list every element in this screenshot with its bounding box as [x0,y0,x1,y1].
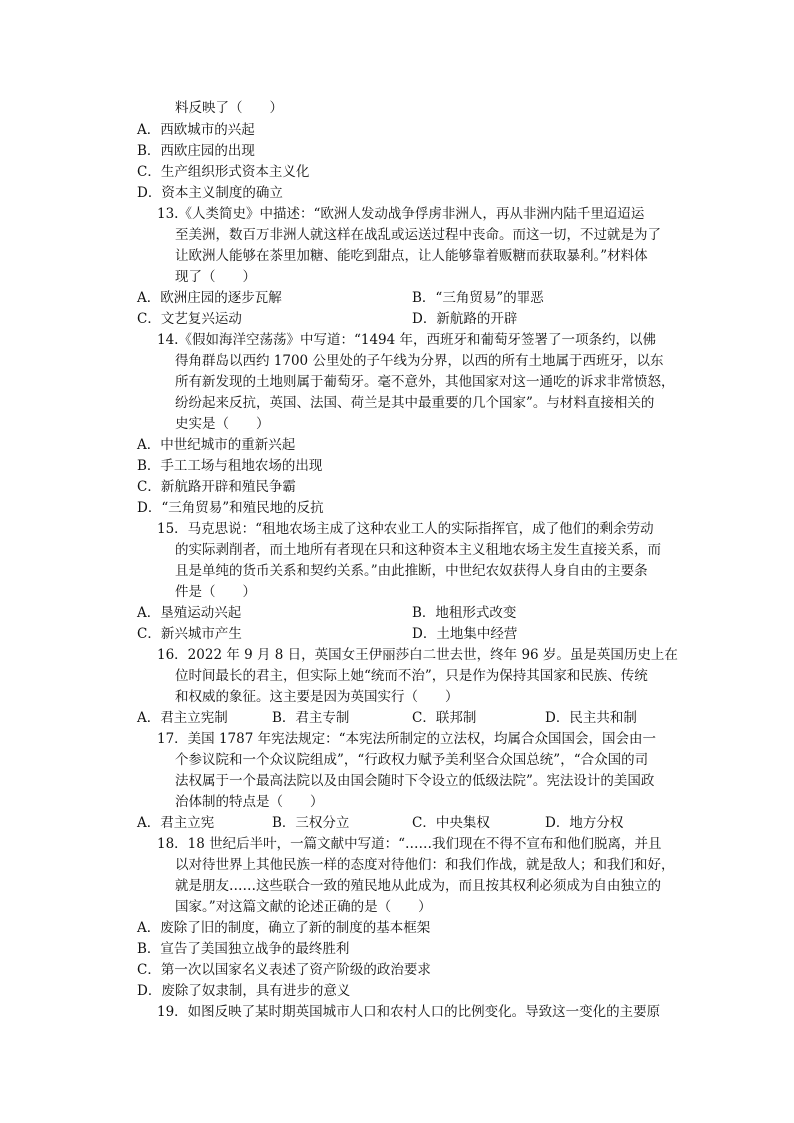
question-line: 19．如图反映了某时期英国城市人口和农村人口的比例变化。导致这一变化的主要原 [157,1004,661,1020]
answer-option: B．手工工场与租地农场的出现 [137,458,323,474]
answer-option: A．欧洲庄园的逐步瓦解 [137,290,282,306]
answer-option: D．土地集中经营 [412,626,518,642]
question-stem-line: 个参议院和一个众议院组成”，“行政权力赋予美利坚合众国总统”，“合众国的司 [175,752,649,768]
answer-option: B．西欧庄园的出现 [137,143,255,159]
answer-option: C．中央集权 [412,815,490,831]
answer-option: A．垦殖运动兴起 [137,605,242,621]
answer-option: D．资本主义制度的确立 [137,185,283,201]
question-stem-line: 让欧洲人能够在茶里加糖、能吃到甜点，让人能够靠着贩糖而获取暴利。”材料体 [175,248,648,264]
question-stem-line: 件是（ ） [175,584,256,600]
answer-option: B．宣告了美国独立战争的最终胜利 [137,941,350,957]
question-stem-line: 且是单纯的货币关系和契约关系。”由此推断，中世纪农奴获得人身自由的主要条 [175,563,648,579]
question-line: 13.《人类简史》中描述：“欧洲人发动战争俘虏非洲人，再从非洲内陆千里迢迢运 [157,206,645,222]
answer-option: A．废除了旧的制度，确立了新的制度的基本框架 [137,920,431,936]
answer-option: D．民主共和制 [545,710,637,726]
question-stem-line: 现了（ ） [175,269,256,285]
question-line: 17．美国 1787 年宪法规定：“本宪法所制定的立法权，均属合众国国会，国会由一 [157,731,657,747]
question-stem-line: 就是朋友……这些联合一致的殖民地从此成为，而且按其权利必须成为自由独立的 [175,878,661,894]
question-stem-line: 纷纷起来反抗，英国、法国、荷兰是其中最重要的几个国家”。与材料直接相关的 [175,395,655,411]
question-stem-line: 国家。”对这篇文献的论述正确的是（ ） [175,899,432,915]
question-stem-line: 料反映了（ ） [175,100,283,116]
question-stem-line: 得角群岛以西约 1700 公里处的子午线为分界，以西的所有土地属于西班牙，以东 [175,353,664,369]
question-line: 15．马克思说：“租地农场主成了这种农业工人的实际指挥官，成了他们的剩余劳动 [157,521,654,537]
answer-option: D．新航路的开辟 [412,311,518,327]
question-stem-line: 史实是（ ） [175,416,270,432]
question-stem-line: 至美洲，数百万非洲人就这样在战乱或运送过程中丧命。而这一切，不过就是为了 [175,227,661,243]
answer-option: A．中世纪城市的重新兴起 [137,437,296,453]
answer-option: A．君主立宪制 [137,710,228,726]
answer-option: C．联邦制 [412,710,477,726]
answer-option: B．君主专制 [272,710,350,726]
question-stem-line: 和权威的象征。这主要是因为英国实行（ ） [175,689,459,705]
question-line: 16．2022 年 9 月 8 日，英国女王伊丽莎白二世去世，终年 96 岁。虽是英国历史上在 [157,647,678,663]
answer-option: D．废除了奴隶制，具有进步的意义 [137,983,351,999]
answer-option: A．西欧城市的兴起 [137,122,255,138]
question-stem-line: 治体制的特点是（ ） [175,794,324,810]
question-stem-line: 以对待世界上其他民族一样的态度对待他们：和我们作战，就是敌人；和我们和好， [175,857,675,873]
answer-option: D．“三角贸易”和殖民地的反抗 [137,500,324,516]
question-stem-line: 所有新发现的土地则属于葡萄牙。毫不意外，其他国家对这一通吃的诉求非常愤怒， [175,374,675,390]
answer-option: A．君主立宪 [137,815,215,831]
answer-option: C．新航路开辟和殖民争霸 [137,479,296,495]
answer-option: D．地方分权 [545,815,624,831]
answer-option: B．三权分立 [272,815,350,831]
answer-option: B．地租形式改变 [412,605,517,621]
answer-option: C．第一次以国家名义表述了资产阶级的政治要求 [137,962,431,978]
question-stem-line: 位时间最长的君主，但实际上她“统而不治”，只是作为保持其国家和民族、传统 [175,668,648,684]
answer-option: C．新兴城市产生 [137,626,242,642]
question-stem-line: 的实际剥削者，而土地所有者现在只和这种资本主义租地农场主发生直接关系，而 [175,542,661,558]
question-stem-line: 法权属于一个最高法院以及由国会随时下令设立的低级法院”。宪法设计的美国政 [175,773,655,789]
question-line: 18．18 世纪后半叶，一篇文献中写道：“……我们现在不得不宣布和他们脱离，并且 [157,836,662,852]
answer-option: C．文艺复兴运动 [137,311,242,327]
answer-option: B．“三角贸易”的罪恶 [412,290,544,306]
question-line: 14.《假如海洋空荡荡》中写道：“1494 年，西班牙和葡萄牙签署了一项条约，以佛 [157,332,657,348]
answer-option: C．生产组织形式资本主义化 [137,164,310,180]
